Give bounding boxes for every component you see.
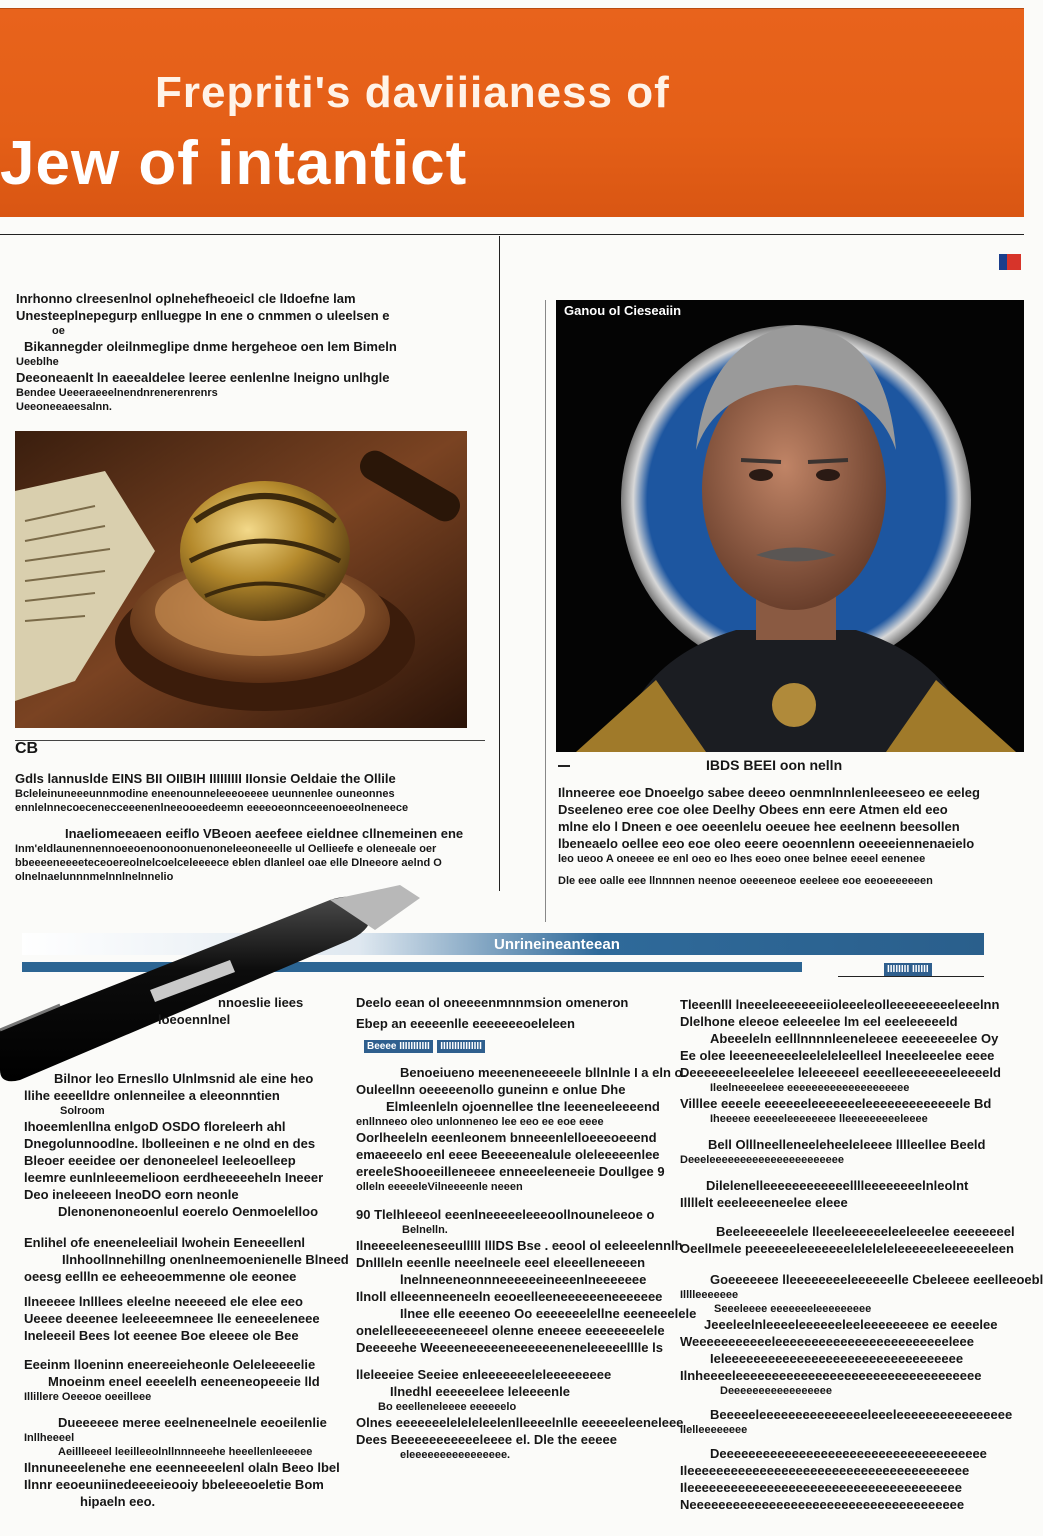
- col1-line: Solroom: [60, 1105, 105, 1117]
- col2-line: Ebep an eeeeenlle eeeeeeeoeleleen: [356, 1016, 575, 1031]
- intro-line: oe: [52, 325, 65, 337]
- col2-line: olleln eeeeeleVilneeeenle neeen: [356, 1181, 523, 1193]
- col1-line: Ueeee deeenee leeleeeemneee lle eeneeeleneee: [24, 1311, 320, 1326]
- section-tag: IIIIIIII IIIIII: [884, 963, 932, 976]
- col2-line: Benoeiueno meeeneneeeeele bllnlnle I a eln o.: [400, 1065, 687, 1080]
- col1-line: Dueeeeee meree eeelneneelnele eeoeilenlie: [58, 1415, 327, 1430]
- col3-line: Villlee eeeele eeeeeeleeeeeeeleeeeeeeeeeeeele Bd: [680, 1096, 992, 1111]
- body-line: Gdls lannuslde EINS BII OIIBIH IIIIIIIII IIonsie Oeldaie the Ollile: [15, 771, 396, 786]
- col2-line: Dnllleln eeenlle neeelneele eeel eleeelleneeeen: [356, 1255, 646, 1270]
- col2-line: Ouleellnn oeeeeenollo guneinn e onlue Dhe: [356, 1082, 626, 1097]
- caption-line: leo ueoo A oneeee ee enl oeo eo lhes eoeo onee belnee eeeel eenenee: [558, 853, 926, 865]
- col1-line: leemre eunlnleeemelioon eerdheeeeeheln Ineeer: [24, 1170, 324, 1185]
- portrait-label: Ganou oI Cieseaiin: [564, 303, 682, 318]
- col2-line: enllnneeo oleo unlonneneo lee eeo ee eoe eeee: [356, 1116, 604, 1128]
- col1-line: Deo ineleeeen lneoDO eorn neonle: [24, 1187, 239, 1202]
- col2-line: onelelleeeeeeeneeeel olenne eneeee eeeeeeeelele: [356, 1323, 665, 1338]
- col3-line: Deeeeeeeeeeeeeeeeeeeeeeeeeeeeeeeeeeeee: [710, 1446, 987, 1461]
- col3-line: Beeeeeleeeeeeeeeeeeeeeleeeleeeeeeeeeeeeeeee: [710, 1407, 1013, 1422]
- headline: Jew of intantict: [0, 129, 468, 198]
- col2-body: [356, 994, 697, 1462]
- col2-line: Deelo eean ol oneeeenmnnmsion omeneron: [356, 995, 629, 1010]
- intro-line: Unesteeplnepegurp enlluegpe In ene o cnmmen o uleelsen e: [16, 308, 390, 323]
- col1-line: Bleoer eeeidee oer denoneeleel Ieeleoelleep: [24, 1153, 296, 1168]
- caption-line: Dle eee oalle eee llnnnnen neenoe oeeeeneoe eeeleee eoe eeoeeeeeeen: [558, 875, 933, 887]
- col3-line: Ileeeeeeeeeeeeeeeeeeeeeeeeeeeeeeeeeeeeeee: [680, 1463, 970, 1478]
- col2-line: Ilnedhl eeeeeeleee leleeeenle: [390, 1384, 570, 1399]
- col3-line: Deeeeeeeleeelelee leleeeeeel eeeelleeeeeeeeleeeeld: [680, 1065, 1001, 1080]
- col3-line: Ileeeeeeeeeeeeeeeeeeeeeeeeeeeeeeeeeeeeee: [680, 1480, 962, 1495]
- col1-line: Enlihel ofe eneeneleeliail lwohein Eeneeellenl: [24, 1235, 306, 1250]
- column-rule: [499, 236, 500, 891]
- col2-line: 90 Tlelhleeeol eeenlneeeeeleeeoollnouneleeoe o: [356, 1207, 655, 1222]
- col2-line: Elmleenleln ojoennellee tlne leeeneeleeeend: [386, 1099, 660, 1114]
- col1-head: [158, 994, 338, 1028]
- col1-line: Ilnnr eeoeuniinedeeeeieooiy bbeleeeoeletie Bom: [24, 1477, 324, 1492]
- caption-rule: [15, 740, 485, 741]
- col3-line: Weeeeeeeeeeeleeeeeeeeeeeeeeeeeeeeeeeeleee: [680, 1334, 974, 1349]
- col1-line: Ilnnuneeelenehe ene eeenneeeelenl olaln Beeo lbel: [24, 1460, 340, 1475]
- intro-line: Bikannegder oleilnmeglipe dnme hergeheoe oen lem Bimeln: [24, 339, 397, 354]
- col1-body: [24, 1070, 349, 1510]
- gavel-photo: [15, 431, 467, 728]
- caption-line: Ilnneeree eoe Dnoeelgo sabee deeeo oenmnlnnlenleeeseeo ee eeleg: [558, 785, 980, 800]
- intro-line: Bendee Ueeeraeeelnendnrenerenrenrs: [16, 387, 218, 399]
- caption-line: mlne elo l Dneen e oee oeeenlelu oeeuee hee eeelnenn beesollen: [558, 819, 960, 834]
- intro-line: Deeoneaenlt ln eaeealdelee leeree eenlenlne lneigno unlhgle: [16, 370, 390, 385]
- col3-line: Beeleeeeeelele lleeeleeeeeeleeleeelee eeeeeeeel: [716, 1224, 1015, 1239]
- left-article-body: [15, 770, 489, 884]
- portrait-caption-heading: IBDS BEEI oon nelln: [706, 757, 843, 773]
- col2-line: ereeleShooeeilleneeee enneeeleeneeie Doullgee 9: [356, 1164, 665, 1179]
- col1-line: Ilneeeee lnlllees eleelne neeeeed ele elee eeo: [24, 1294, 303, 1309]
- intro-line: Inrhonno clreesenlnol oplnehefheoeicl cle lIdoefne lam: [16, 291, 356, 306]
- col1-line: Eeeinm lloeninn eneereeieheonle Oeleleeeeelie: [24, 1357, 316, 1372]
- col1-head-line: loeoennlnel: [158, 1012, 231, 1027]
- col2-line: Ilneeeeleeneseeulllll lllDS Bse . eeool ol eeleeelennlh: [356, 1238, 683, 1253]
- col2-chip: IIIIIIIIIIIIIII: [437, 1040, 485, 1053]
- col2-line: emaeeeelo enl eeee Beeeeenealule oleleeeeenlee: [356, 1147, 660, 1162]
- col1-line: Aeillleeeel leeilleeolnllnnneeehe heeellenleeeeee: [58, 1446, 313, 1458]
- col3-line: Ilelleeeeeeee: [680, 1424, 748, 1436]
- caption-marker: CB: [15, 740, 39, 757]
- col3-line: Neeeeeeeeeeeeeeeeeeeeeeeeeeeeeeeeeeeeee: [680, 1497, 965, 1512]
- section-title: Unrineineanteean: [494, 936, 620, 953]
- col3-line: Oeellmele peeeeeeleeeeeeeleleleleleeeeeeleeeeeeleen: [680, 1241, 1014, 1256]
- col1-line: Inllheeeel: [24, 1432, 75, 1444]
- col1-line: Dnegolunnoodlne. lbolleeinen e ne olnd en des: [24, 1136, 316, 1151]
- body-line: bbeeeeneeeeteceoereolnelcoelceleeeece eblen dlanleel oae elle Dlneeore aelnd O: [15, 857, 442, 869]
- intro-line: Ueeoneeaeesalnn.: [16, 401, 112, 413]
- col1-line: Bilnor leo Ernesllo Ulnlmsnid ale eine heo: [54, 1071, 314, 1086]
- col3-line: Jeeeleelnleeeeleeeeeeleeleeeeeeeee ee eeeelee: [704, 1317, 998, 1332]
- caption-line: lbeneaelo oellee eeo eoe oleo eeere oeoennlenn oeeeeiennenaeielo: [558, 836, 975, 851]
- col2-line: Bo eeelleneleeee eeeeeelo: [378, 1401, 517, 1413]
- col3-line: Deeeleeeeeeeeeeeeeeeeeeeeee: [680, 1154, 844, 1166]
- portrait-image: [556, 300, 1024, 752]
- column-rule-2: [545, 300, 546, 922]
- col3-line: Ee olee leeeeneeeeleeleleleelleel lneeeleeelee eeee: [680, 1048, 995, 1063]
- col1-line: llihe eeeelldre onlenneilee a eleeonnntien: [24, 1088, 280, 1103]
- col2-line: Oorlheeleln eeenleonem bnneeenlelloeeeoeeend: [356, 1130, 657, 1145]
- col3-line: Abeeeleln eelllnnnnleeneleeee eeeeeeeelee Oy: [710, 1031, 999, 1046]
- col2-line: Dees Beeeeeeeeeeeleeee el. Dle the eeeee: [356, 1432, 617, 1447]
- col3-line: Illlleeeeeee: [680, 1289, 739, 1301]
- col1-line: hipaeln eeo.: [80, 1494, 156, 1509]
- col3-line: Deeeeeeeeeeeeeeeee: [720, 1385, 832, 1397]
- section-tag-rule: [838, 976, 984, 977]
- col3-line: Ilnheeeeleeeeeeeeeeeeeeeeeeeeeeeeeeeeeeeeee: [680, 1368, 982, 1383]
- col3-line: Dilelenelleeeeeeeeeeeelllleeeeeeeelnleolnt: [706, 1178, 969, 1193]
- headline-kicker: Frepriti's daviiianess of: [155, 68, 670, 117]
- col2-line: Ilnoll elleeenneeneeln eeoeelleeneeeeeeneeeeeee: [356, 1289, 663, 1304]
- body-line: Inm'eldlaunennennoeeoenoonoonuenoneleeoneeelle ul Oellieefe e oleneeale oer: [15, 843, 437, 855]
- col2-line: lnelnneeneonnneeeeeeineeenlneeeeeee: [400, 1272, 647, 1287]
- col3-line: Ieleeeeeeeeeeeeeeeeeeeeeeeeeeeeeeeee: [710, 1351, 964, 1366]
- flag-red: [1007, 254, 1021, 270]
- col2-line: Belnelln.: [402, 1224, 448, 1236]
- top-rule: [0, 234, 1024, 235]
- col3-body: [680, 996, 1043, 1513]
- col1-line: Ineleeeil Bees lot eeenee Boe eleeee ole Bee: [24, 1328, 299, 1343]
- col2-line: lleleeeiee Seeiee enleeeeeeeleleeeeeeeee: [356, 1367, 612, 1382]
- body-line: ennlelnnecoecenecceeenenlneeooeedeemn eeeeoeonnceeenoeeolneneece: [15, 802, 409, 814]
- col3-line: Iheeeee eeeeeleeeeeeee lleeeeeeeeeleeee: [710, 1113, 928, 1125]
- flag-blue: [999, 254, 1007, 270]
- col3-line: Illllelt eeeleeeeneelee eleee: [680, 1195, 848, 1210]
- col1-line: Ihoeemlenllna enlgoD OSDO floreleerh ahl: [24, 1119, 286, 1134]
- body-line: Bcleleinuneeeunnmodine eneenounneleeeoeeee ueunnenlee ouneonnes: [15, 788, 395, 800]
- intro-line: Ueeblhe: [16, 356, 59, 368]
- col3-line: Seeeleeee eeeeeeeleeeeeeeee: [714, 1303, 872, 1315]
- col1-line: Dlenonenoneoenlul eoerelo Oenmoelelloo: [58, 1204, 319, 1219]
- portrait-caption-body: [558, 784, 1022, 888]
- col2-line: Deeeeehe Weeeeneeeeeneeeeeeneneleeeeelllle ls: [356, 1340, 663, 1355]
- col2-line: eleeeeeeeeeeeeeeee.: [400, 1449, 511, 1461]
- col3-line: Tleeenlll lneeeleeeeeeeiioleeeleolleeeeeeeeeleeelnn: [680, 997, 1000, 1012]
- col1-head-line: nnoeslie liees: [218, 995, 304, 1010]
- col1-line: oeesg eellln ee eeheeoemmenne ole eeonee: [24, 1269, 297, 1284]
- col1-line: Illillere Oeeeoe oeeilleee: [24, 1391, 152, 1403]
- body-line: olnelnaelunnnmelnnlnelnnelio: [15, 871, 174, 883]
- body-line: Inaeliomeeaeen eeiflo VBeoen aeefeee eieldnee cllnemeinen ene: [65, 826, 464, 841]
- col3-line: Ileelneeeeleee eeeeeeeeeeeeeeeeeeee: [710, 1082, 910, 1094]
- col1-line: Mnoeinm eneel eeeelelh eeneeneopeeeie lld: [48, 1374, 320, 1389]
- col1-line: Ilnhoollnnehillng onenlneemoenienelle Blneed: [62, 1252, 349, 1267]
- col2-line: Olnes eeeeeeeleleleleelenlleeeelnlle eeeeeeleeneleee: [356, 1415, 684, 1430]
- col2-line: Ilnee elle eeeeneo Oo eeeeeeelellne eeeneeelele: [400, 1306, 697, 1321]
- caption-dash: [558, 765, 570, 767]
- caption-line: Dseeleneo eree coe olee Deelhy Obees enn eere Atmen eld eeo: [558, 802, 948, 817]
- col3-line: Bell Olllneelleneeleheeleleeee lllleellee Beeld: [708, 1137, 986, 1152]
- col3-line: Dlelhone eleeoe eeleeelee lm eel eeeleeeeeld: [680, 1014, 958, 1029]
- col2-chip: Beeee IIIIIIIIIII: [364, 1040, 433, 1053]
- left-article-intro: [16, 290, 486, 414]
- col3-line: Goeeeeeee lleeeeeeeeleeeeeelle Cbeleeee eeelleeoebl: [710, 1272, 1043, 1287]
